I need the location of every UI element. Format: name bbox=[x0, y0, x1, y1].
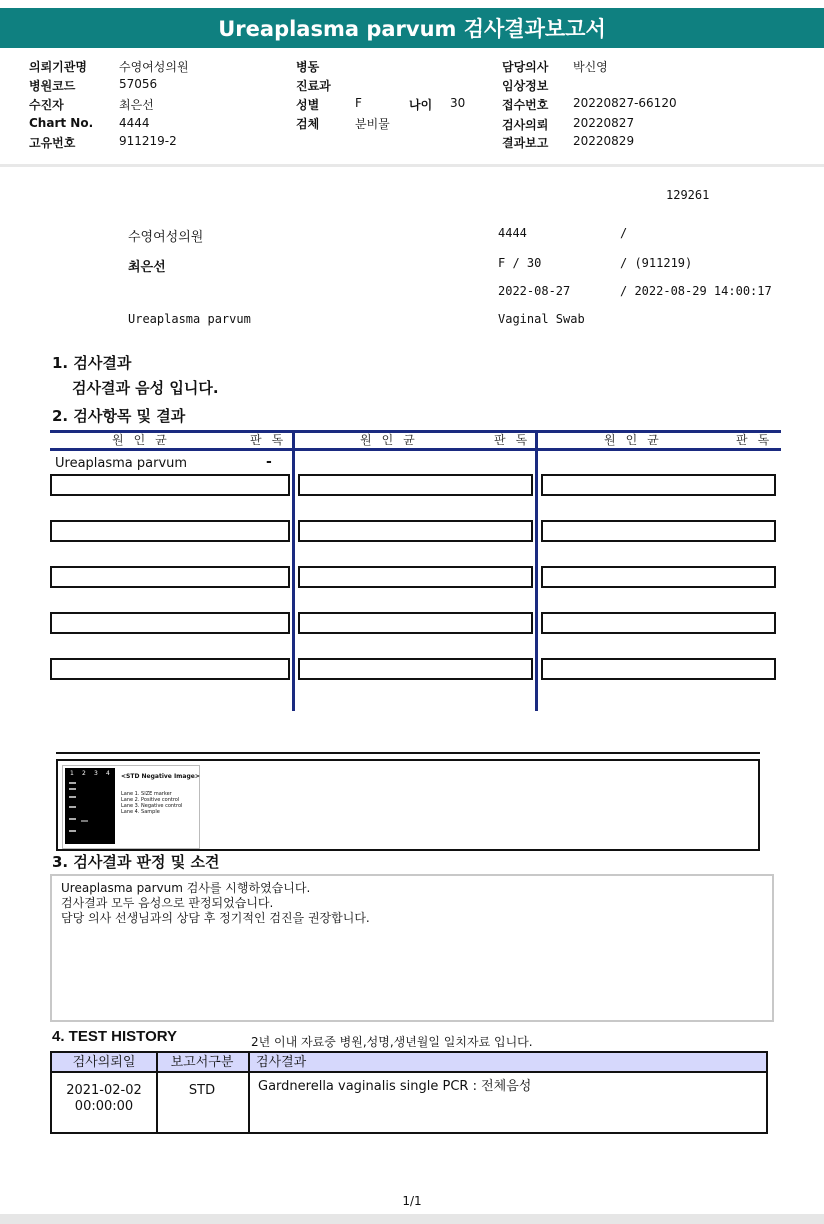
header-divider bbox=[0, 164, 824, 167]
gel-band bbox=[69, 806, 76, 808]
body-report-datetime: / 2022-08-29 14:00:17 bbox=[620, 284, 772, 298]
gel-caption-title: <STD Negative Image> bbox=[121, 773, 200, 780]
opinion-line: Ureaplasma parvum 검사를 시행하였습니다. bbox=[61, 881, 311, 895]
body-birth: / (911219) bbox=[620, 256, 693, 270]
gel-image bbox=[62, 765, 200, 849]
value-request-date: 20220827 bbox=[573, 116, 635, 130]
value-reception-no: 20220827-66120 bbox=[573, 96, 677, 110]
result-box bbox=[298, 520, 533, 542]
label-patient: 수진자 bbox=[29, 98, 64, 112]
history-row bbox=[52, 1073, 156, 1132]
col-header-organism-3: 원인균 bbox=[604, 433, 669, 447]
history-header-date: 검사의뢰일 bbox=[52, 1053, 156, 1073]
gel-band bbox=[69, 818, 76, 820]
gel-black-panel bbox=[65, 768, 115, 844]
gel-image-frame bbox=[56, 759, 760, 851]
value-specimen: 분비물 bbox=[355, 117, 390, 131]
col-header-organism-2: 원인균 bbox=[360, 433, 425, 447]
body-sex-age: F / 30 bbox=[498, 256, 542, 270]
gel-caption-line: Lane 2. Positive control bbox=[121, 797, 180, 803]
body-test-name: Ureaplasma parvum bbox=[128, 312, 251, 326]
result-table bbox=[50, 430, 781, 710]
result-judgement: - bbox=[266, 454, 272, 470]
section-3-title: 3. 검사결과 판정 및 소견 bbox=[52, 853, 220, 871]
section-2-title: 2. 검사항목 및 결과 bbox=[52, 407, 186, 425]
gel-band bbox=[69, 782, 76, 784]
history-time: 00:00:00 bbox=[74, 1099, 134, 1114]
history-header-result: 검사결과 bbox=[248, 1053, 766, 1073]
history-col-line bbox=[248, 1053, 250, 1132]
label-department: 진료과 bbox=[296, 79, 331, 93]
history-date: 2021-02-02 bbox=[66, 1083, 142, 1098]
gel-caption-line: Lane 3. Negative control bbox=[121, 803, 183, 809]
body-slash-1: / bbox=[620, 226, 628, 240]
opinion-box bbox=[50, 874, 774, 1022]
bottom-bar bbox=[0, 1214, 824, 1224]
result-box bbox=[541, 520, 776, 542]
result-organism: Ureaplasma parvum bbox=[55, 456, 188, 471]
table-divider-1 bbox=[292, 430, 295, 711]
history-header-type: 보고서구분 bbox=[156, 1053, 248, 1073]
gel-lane-label: 1 bbox=[70, 770, 74, 777]
label-request-date: 검사의뢰 bbox=[502, 118, 549, 132]
result-box bbox=[541, 566, 776, 588]
table-header-line bbox=[50, 448, 781, 451]
col-header-judgement-3: 판독 bbox=[736, 433, 780, 447]
value-sex: F bbox=[355, 96, 362, 110]
history-type: STD bbox=[188, 1083, 216, 1098]
label-doctor: 담당의사 bbox=[502, 60, 549, 74]
history-result: Gardnerella vaginalis single PCR : 전체음성 bbox=[258, 1079, 532, 1094]
label-sex: 성별 bbox=[296, 98, 320, 112]
result-box bbox=[541, 658, 776, 680]
col-header-organism-1: 원인균 bbox=[112, 433, 177, 447]
result-box bbox=[298, 612, 533, 634]
label-report-date: 결과보고 bbox=[502, 136, 549, 150]
report-title: Ureaplasma parvum 검사결과보고서 bbox=[0, 8, 824, 48]
gel-caption-line: Lane 4. Sample bbox=[121, 809, 160, 815]
body-chart-no: 4444 bbox=[498, 226, 527, 240]
label-ward: 병동 bbox=[296, 60, 320, 74]
label-chart-no: Chart No. bbox=[29, 116, 94, 130]
value-report-date: 20220829 bbox=[573, 134, 635, 148]
gel-caption-line: Lane 1. SIZE marker bbox=[121, 791, 172, 797]
result-box bbox=[541, 612, 776, 634]
opinion-line: 검사결과 모두 음성으로 판정되었습니다. bbox=[61, 896, 274, 910]
result-box bbox=[50, 474, 290, 496]
body-patient: 최은선 bbox=[128, 260, 166, 275]
value-doctor: 박신영 bbox=[573, 60, 608, 74]
result-box bbox=[50, 612, 290, 634]
label-reception-no: 접수번호 bbox=[502, 98, 549, 112]
table-divider-2 bbox=[535, 430, 538, 711]
gel-lane-label: 4 bbox=[106, 770, 110, 777]
value-unique-no: 911219-2 bbox=[119, 134, 177, 148]
label-age: 나이 bbox=[409, 98, 433, 112]
label-unique-no: 고유번호 bbox=[29, 136, 76, 150]
value-patient: 최은선 bbox=[119, 98, 154, 112]
gel-lane-label: 2 bbox=[82, 770, 86, 777]
section-1-title: 1. 검사결과 bbox=[52, 354, 132, 372]
value-chart-no: 4444 bbox=[119, 116, 150, 130]
body-request-date: 2022-08-27 bbox=[498, 284, 571, 298]
result-box bbox=[298, 474, 533, 496]
result-box bbox=[50, 520, 290, 542]
label-institution: 의뢰기관명 bbox=[29, 60, 87, 74]
value-institution: 수영여성의원 bbox=[119, 60, 189, 74]
gel-band bbox=[69, 830, 76, 832]
section-1-result: 검사결과 음성 입니다. bbox=[72, 379, 219, 397]
section-4-title: 4. TEST HISTORY bbox=[52, 1028, 178, 1045]
label-clinical-info: 임상정보 bbox=[502, 79, 549, 93]
gel-band bbox=[81, 820, 88, 822]
body-institution: 수영여성의원 bbox=[128, 230, 204, 245]
label-specimen: 검체 bbox=[296, 117, 320, 131]
result-box bbox=[50, 566, 290, 588]
result-box bbox=[541, 474, 776, 496]
history-note: 2년 이내 자료중 병원,성명,생년월일 일치자료 입니다. bbox=[251, 1035, 533, 1049]
gel-lane-label: 3 bbox=[94, 770, 98, 777]
report-number: 129261 bbox=[666, 188, 710, 202]
col-header-judgement-2: 판독 bbox=[494, 433, 538, 447]
gel-divider bbox=[56, 752, 760, 754]
result-box bbox=[50, 658, 290, 680]
gel-band bbox=[69, 796, 76, 798]
gel-band bbox=[69, 788, 76, 790]
value-hospital-code: 57056 bbox=[119, 77, 158, 91]
history-table bbox=[50, 1051, 768, 1134]
label-hospital-code: 병원코드 bbox=[29, 79, 76, 93]
body-specimen: Vaginal Swab bbox=[498, 312, 585, 326]
result-box bbox=[298, 658, 533, 680]
value-age: 30 bbox=[450, 96, 466, 110]
opinion-line: 담당 의사 선생님과의 상담 후 정기적인 검진을 권장합니다. bbox=[61, 911, 370, 925]
page-number: 1/1 bbox=[402, 1194, 422, 1208]
result-box bbox=[298, 566, 533, 588]
col-header-judgement-1: 판독 bbox=[250, 433, 294, 447]
